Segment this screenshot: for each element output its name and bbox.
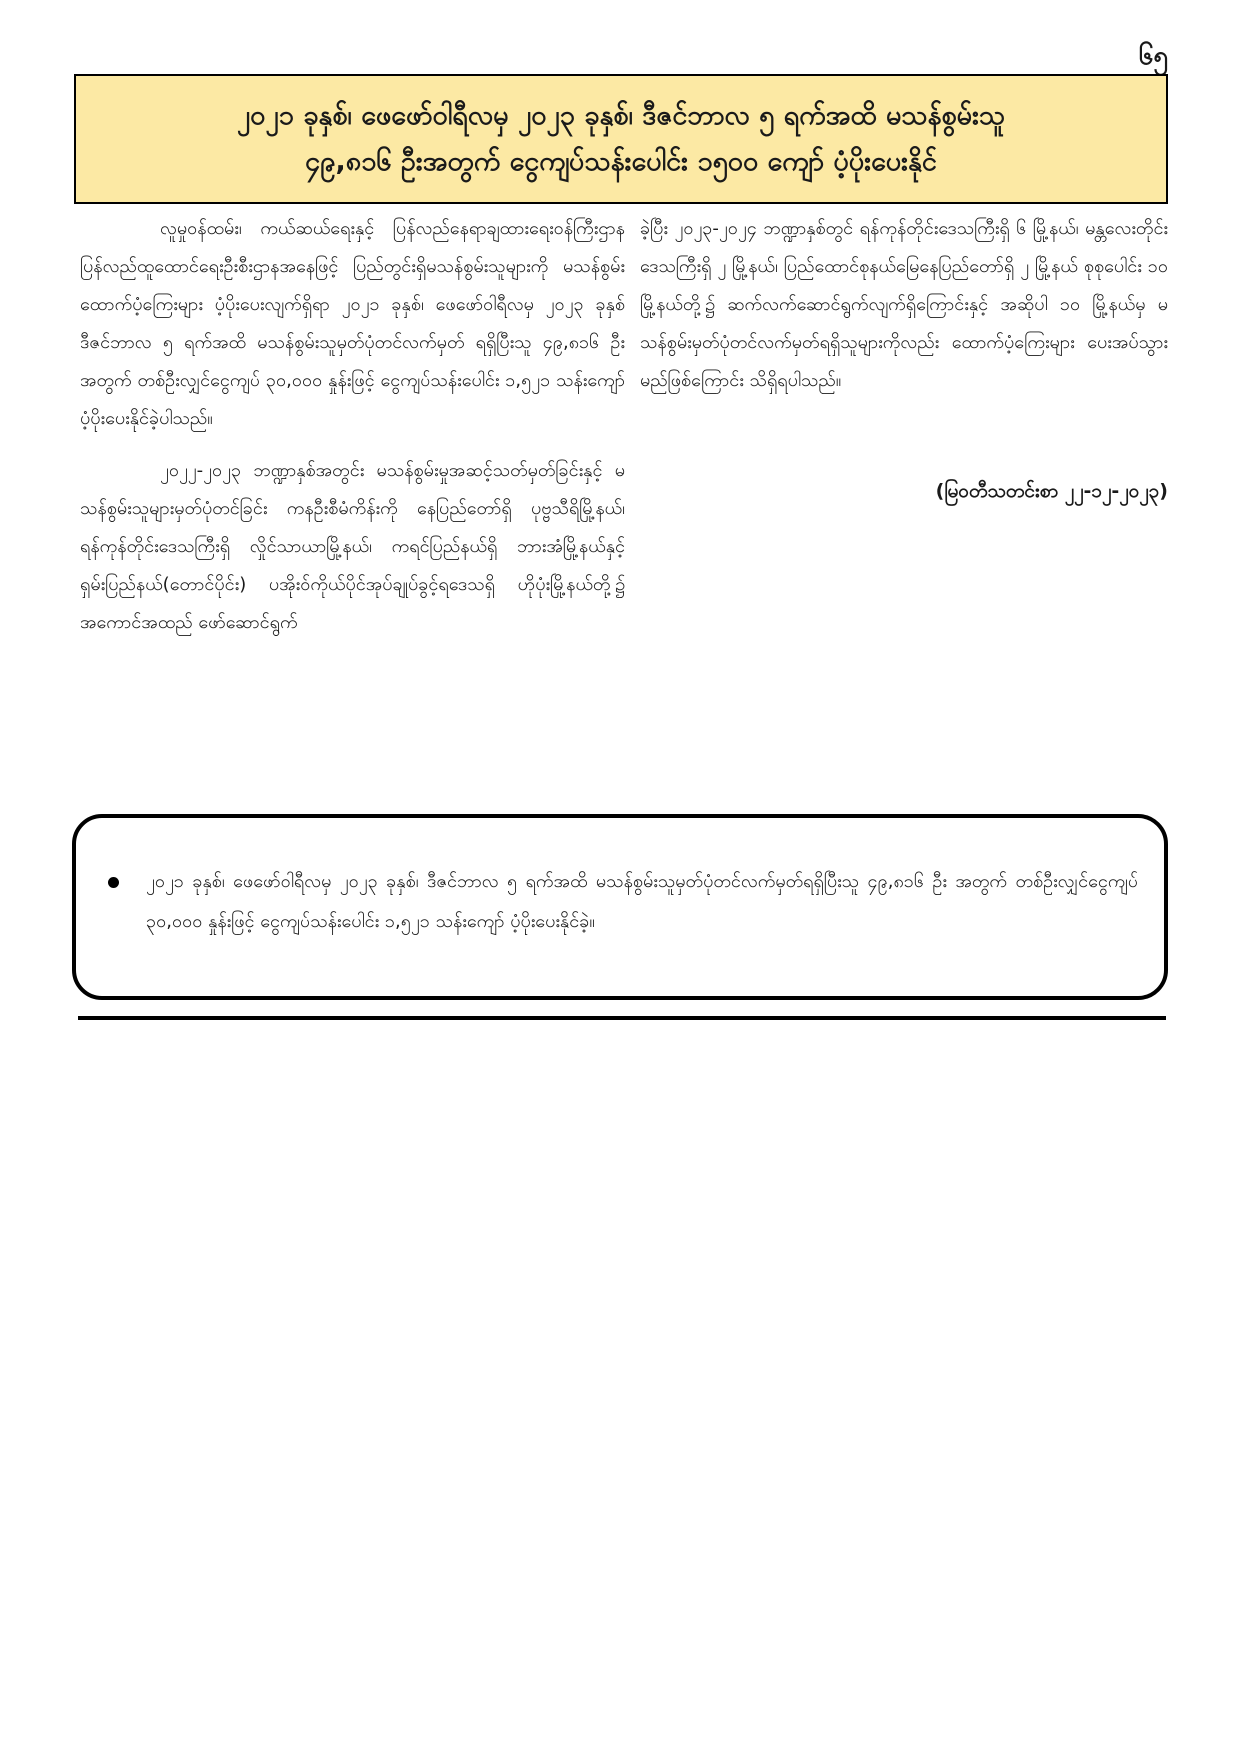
page-number: ၆၅ (1138, 41, 1168, 71)
summary-bullet-text: ၂၀၂၁ ခုနှစ်၊ ဖေဖော်ဝါရီလမှ ၂၀၂၃ ခုနှစ်၊ ဒီဇင်ဘာလ ၅ ရက်အထိ မသန်စွမ်းသူမှတ်ပုံတင်လက်မှတ်ရရှိပြီးသူ ၄၉,၈၁၆ ဦး အတွက် တစ်ဦးလျှင်ငွေကျပ် ၃၀,၀၀၀ နှုန်းဖြင့် ငွေကျပ်သန်းပေါင်း ၁,၅၂၁ သန်းကျော် ပံ့ပိုးပေးနိုင်ခဲ့။ (146, 871, 1138, 932)
article-title-box (74, 74, 1168, 204)
right-column (640, 210, 1168, 508)
bullet-icon (108, 877, 119, 888)
article-body (80, 210, 1168, 810)
left-column (80, 210, 625, 642)
paragraph: ခဲ့ပြီး ၂၀၂၃-၂၀၂၄ ဘဏ္ဍာနှစ်တွင် ရန်ကုန်တိုင်းဒေသကြီးရှိ ၆ မြို့နယ်၊ မန္တလေးတိုင်းဒေသကြီးရှိ ၂ မြို့နယ်၊ ပြည်ထောင်စုနယ်မြေနေပြည်တော်ရှိ ၂ မြို့နယ် စုစုပေါင်း ၁၀ မြို့နယ်တို့၌ ဆက်လက်ဆောင်ရွက်လျက်ရှိကြောင်းနှင့် အဆိုပါ ၁၀ မြို့နယ်မှ မသန်စွမ်းမှတ်ပုံတင်လက်မှတ်ရရှိသူများကိုလည်း ထောက်ပံ့ကြေးများ ပေးအပ်သွားမည်ဖြစ်ကြောင်း သိရှိရပါသည်။ (640, 218, 1168, 391)
source-citation: (မြဝတီသတင်းစာ ၂၂-၁၂-၂၀၂၃) (935, 480, 1168, 502)
summary-box (72, 814, 1168, 1000)
article-title-line-1: ၂၀၂၁ ခုနှစ်၊ ဖေဖော်ဝါရီလမှ ၂၀၂၃ ခုနှစ်၊ ဒီဇင်ဘာလ ၅ ရက်အထိ မသန်စွမ်းသူ (236, 100, 1006, 131)
horizontal-divider (78, 1016, 1166, 1020)
paragraph: ၂၀၂၂-၂၀၂၃ ဘဏ္ဍာနှစ်အတွင်း မသန်စွမ်းမှုအဆင့်သတ်မှတ်ခြင်းနှင့် မသန်စွမ်းသူများမှတ်ပုံတင်ခြင်း ကနဦးစီမံကိန်းကို နေပြည်တော်ရှိ ပုဗ္ဗသီရိမြို့နယ်၊ ရန်ကုန်တိုင်းဒေသကြီးရှိ လှိုင်သာယာမြို့နယ်၊ ကရင်ပြည်နယ်ရှိ ဘားအံမြို့နယ်နှင့် ရှမ်းပြည်နယ်(တောင်ပိုင်း) ပအိုးဝ်ကိုယ်ပိုင်အုပ်ချုပ်ခွင့်ရဒေသရှိ ဟိုပုံးမြို့နယ်တို့၌ အကောင်အထည် ဖော်ဆောင်ရွက် (80, 460, 625, 633)
paragraph: လူမှုဝန်ထမ်း၊ ကယ်ဆယ်ရေးနှင့် ပြန်လည်နေရာချထားရေးဝန်ကြီးဌာန ပြန်လည်ထူထောင်ရေးဦးစီးဌာနအနေဖြင့် ပြည်တွင်းရှိမသန်စွမ်းသူများကို မသန်စွမ်း ထောက်ပံ့ကြေးများ ပံ့ပိုးပေးလျက်ရှိရာ ၂၀၂၁ ခုနှစ်၊ ဖေဖော်ဝါရီလမှ ၂၀၂၃ ခုနှစ် ဒီဇင်ဘာလ ၅ ရက်အထိ မသန်စွမ်းသူမှတ်ပုံတင်လက်မှတ် ရရှိပြီးသူ ၄၉,၈၁၆ ဦးအတွက် တစ်ဦးလျှင်ငွေကျပ် ၃၀,၀၀၀ နှုန်းဖြင့် ငွေကျပ်သန်းပေါင်း ၁,၅၂၁ သန်းကျော် ပံ့ပိုးပေးနိုင်ခဲ့ပါသည်။ (80, 218, 625, 429)
summary-bullet-item (102, 862, 1138, 942)
article-title-line-2: ၄၉,၈၁၆ ဦးအတွက် ငွေကျပ်သန်းပေါင်း ၁၅၀၀ ကျော် ပံ့ပိုးပေးနိုင် (305, 146, 937, 177)
